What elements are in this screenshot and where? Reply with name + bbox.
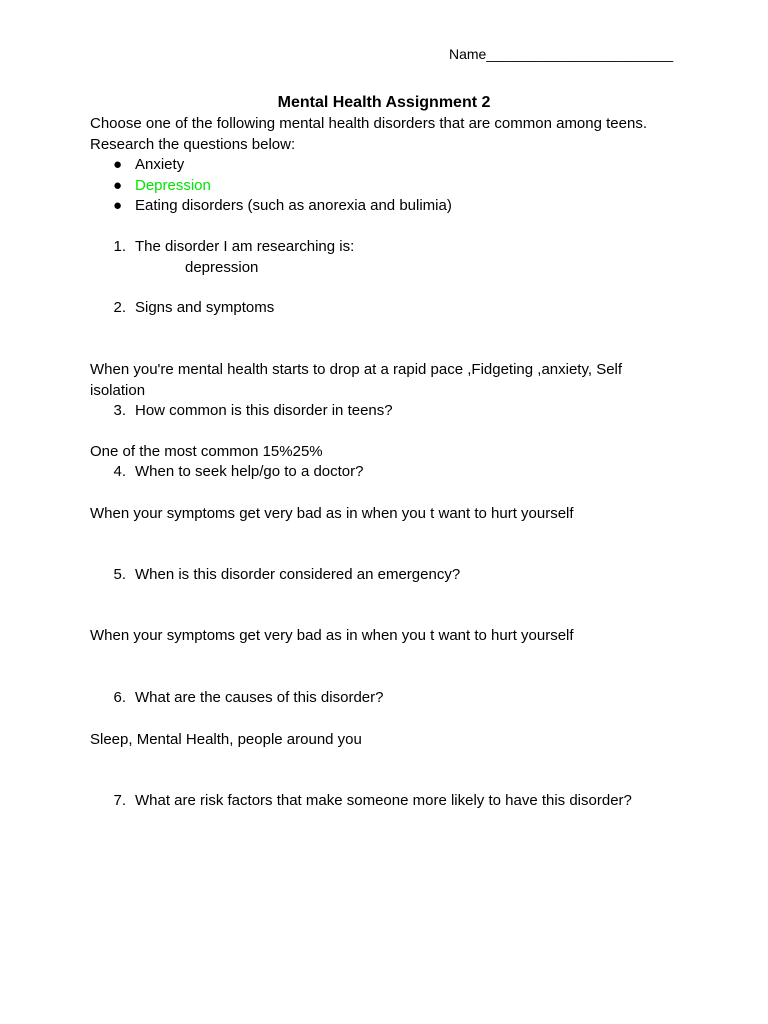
- question-5: When is this disorder considered an emergency?: [135, 566, 461, 583]
- answer-2-line-1[interactable]: When you're mental health starts to drop at a rapid pace ,Fidgeting ,anxiety, Self: [90, 361, 623, 378]
- question-number-4: 4.: [113, 463, 126, 480]
- answer-6[interactable]: Sleep, Mental Health, people around you: [90, 731, 362, 748]
- intro-line-2: Research the questions below:: [90, 136, 296, 153]
- question-2: Signs and symptoms: [135, 299, 275, 316]
- question-number-1: 1.: [113, 238, 126, 255]
- question-4: When to seek help/go to a doctor?: [135, 463, 364, 480]
- intro-line-1: Choose one of the following mental health disorders that are common among teens.: [90, 115, 647, 132]
- answer-5[interactable]: When your symptoms get very bad as in when you t want to hurt yourself: [90, 627, 574, 644]
- question-number-2: 2.: [113, 299, 126, 316]
- question-number-5: 5.: [113, 566, 126, 583]
- question-number-6: 6.: [113, 689, 126, 706]
- page-title: Mental Health Assignment 2: [277, 94, 491, 111]
- question-1: The disorder I am researching is:: [135, 238, 355, 255]
- question-number-7: 7.: [113, 792, 126, 809]
- answer-3[interactable]: One of the most common 15%25%: [90, 443, 323, 460]
- bullet-icon: ●: [113, 177, 123, 194]
- answer-2-line-2[interactable]: isolation: [90, 382, 146, 399]
- answer-1[interactable]: depression: [185, 259, 259, 276]
- list-item-anxiety: Anxiety: [135, 156, 185, 173]
- question-number-3: 3.: [113, 402, 126, 419]
- list-item-depression: Depression: [135, 177, 211, 194]
- question-7: What are risk factors that make someone more likely to have this disorder?: [135, 792, 632, 809]
- name-field[interactable]: Name________________________: [449, 46, 674, 62]
- bullet-icon: ●: [113, 156, 123, 173]
- answer-4[interactable]: When your symptoms get very bad as in when you t want to hurt yourself: [90, 505, 574, 522]
- bullet-icon: ●: [113, 197, 123, 214]
- question-6: What are the causes of this disorder?: [135, 689, 384, 706]
- list-item-eating-disorders: Eating disorders (such as anorexia and bulimia): [135, 197, 452, 214]
- question-3: How common is this disorder in teens?: [135, 402, 393, 419]
